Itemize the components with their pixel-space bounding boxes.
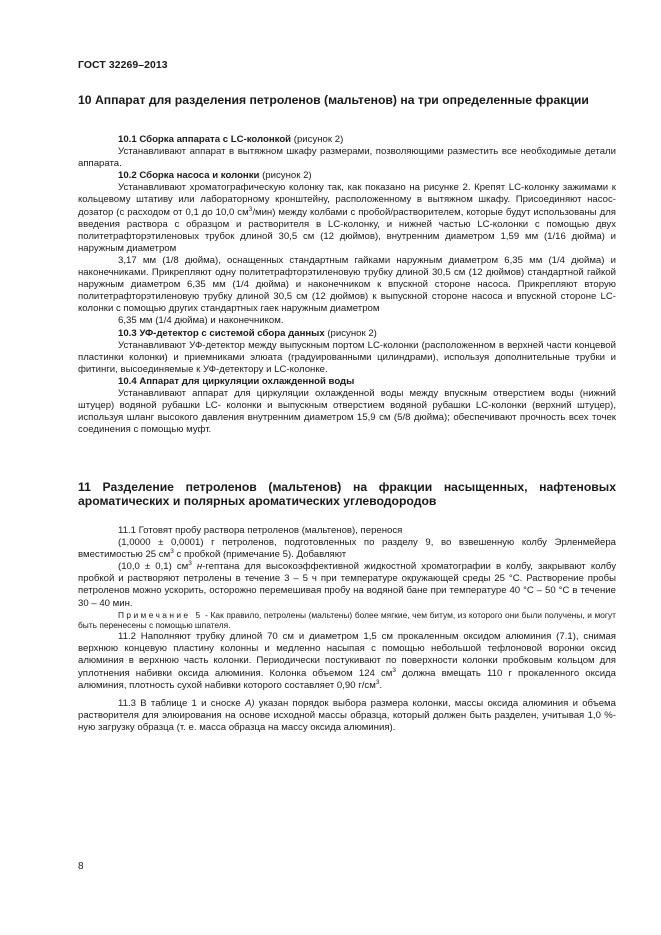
subsection-10-3-title: 10.3 УФ-детектор с системой сбора данных [118, 327, 325, 339]
paragraph-11-2: 11.2 Наполняют трубку длиной 70 см и диаметром 1,5 см прокаленным оксидом алюминия (7.1), снимая верхнюю концевую пластину колонны и медленно насыпая с помощью небольшой тефлоновой воронки оксид алюминия в верхнюю часть колонки. Периодически постукивают по поверхности колонки пробковым кольцом для уплотнения набивки оксида алюминия. Колонка объемом 124 $см^3$ должна вмещать 110 г прокаленного оксида алюминия, плотность сухой набивки которого составляет 0,90 $г/см^3$. [78, 631, 616, 691]
paragraph-11-1-a: 11.1 Готовят пробу раствора петроленов (мальтенов), перенося [118, 525, 403, 536]
figure-ref: (рисунок 2) [259, 170, 312, 182]
paragraph-10-1: Устанавливают аппарат в вытяжном шкафу размерами, позволяющими разместить все необходимые детали аппарата. [78, 146, 616, 170]
subsection-10-1-title: 10.1 Сборка аппарата с LC-колонкой [118, 134, 292, 145]
paragraph-11-1-c: (10,0 ± 0,1) $см^3$ н-гептана для высокоэффективной жидкостной хроматографии в колбу, закрывают колбу пробкой и растворяют петролены в течение 3 – 5 ч при температуре окружающей среды 25 °С. Растворение пробы петроленов можно ускорить, осторожно перемешивая пробу на водяной бане при температуре 40 °С – 50 °С в течение 30 – 40 мин. [78, 560, 616, 609]
paragraph-11-1-b: (1,0000 ± 0,0001) г петроленов, подготовленных по разделу 9, во взвешенную колбу Эрленмейера вместимостью 25 $см^3$ с пробкой (примечание 5). Добавляют [78, 537, 616, 561]
figure-ref: (рисунок 2) [291, 134, 344, 145]
section-10-body [78, 134, 616, 436]
paragraph-10-3: Устанавливают УФ-детектор между выпускным портом LC-колонки (расположенном в верхней части концевой пластинки колонки) и приемниками элюата (градуированными цилиндрами), используя дополнительные трубки и фитинги, высоединяемые к УФ-детектору и LC-колонке. [78, 339, 616, 375]
paragraph-10-4: Устанавливают аппарат для циркуляции охлажденной воды между впускным отверстием воды (нижний штуцер) водяной рубашки LC- колонки и выпускным отверстием водяной рубашки LC-колонки (верхний штуцер), используя шланг высокого давления внутренним диаметром 15,9 см (5/8 дюйма); обеспечивают прочность всех точек соединения с помощью муфт. [78, 387, 616, 436]
note-text: - Как правило, петролены (мальтены) более мягкие, чем битум, из которого они были получены, и могут быть перенесены с помощью шпателя. [78, 609, 616, 631]
subsection-10-2-heading [78, 170, 616, 182]
subsection-10-3-heading [78, 328, 616, 340]
subsection-10-2-title: 10.2 Сборка насоса и колонки [118, 170, 260, 182]
subsection-10-4-title: 10.4 Аппарат для циркуляции охлажденной воды [118, 375, 355, 387]
paragraph-11-3: 11.3 В таблице 1 и сноске А) указан порядок выбора размера колонки, массы оксида алюминия и объема растворителя для элюирования на основе исходной массы образца, который должен быть разделен, учитывая 1,0 %-ную загрузку образца (т. е. масса образца на массу оксида алюминия). [78, 697, 616, 733]
paragraph-10-2-1: Устанавливают хроматографическую колонку так, как показано на рисунке 2. Крепят LC-колонку зажимами к кольцевому штативу или лабораторному кронштейну, расположенному в вытяжном шкафу. Присоединяют насос-дозатор (с расходом от 0,1 до 10,0 $см^3/мин$) между колбами с пробой/растворителем, которые будут использованы для введения раствора с образцом и растворителя в LC-колонку, и нижней частью LC-колонки с помощью двух политетрафторэтиленовых трубок длиной 30,5 см (12 дюймов), внутренним диаметром 1,59 мм (1/16 дюйма) и наружным диаметром [78, 182, 617, 254]
figure-ref: (рисунок 2) [324, 327, 377, 339]
paragraph-10-2-3: 6,35 мм (1/4 дюйма) и наконечником. [118, 315, 284, 327]
subsection-10-4-heading [78, 376, 616, 388]
section-11-body [78, 525, 616, 734]
section-11-title: 11 Разделение петроленов (мальтенов) на фракции насыщенных, нафтеновых ароматических и полярных ароматических углеводородов [78, 480, 616, 508]
subsection-10-1-heading [78, 134, 616, 146]
note-5 [78, 610, 616, 632]
section-10-title: 10 Аппарат для разделения петроленов (мальтенов) на три определенные фракции [78, 93, 589, 107]
note-label: Примечание 5 [118, 609, 203, 620]
standard-code: ГОСТ 32269–2013 [78, 60, 168, 71]
paragraph-10-2-2: 3,17 мм (1/8 дюйма), оснащенных стандартным гайками наружным диаметром 6,35 мм (1/4 дюйма) и наконечниками. Прикрепляют одну политетрафторэтиленовую трубку длиной 30,5 см (12 дюймов) стандартной гайкой наружным диаметром 6,35 мм (1/4 дюйма) и наконечником к впускной стороне насоса. Прикрепляют вторую политетрафторэтиленовую трубку длиной 30,5 см (12 дюймов) к выпускной стороне насоса и впускной стороне LC-колонки с помощью других стандартных гаек наружным диаметром [78, 254, 616, 315]
page-number: 8 [78, 861, 84, 872]
